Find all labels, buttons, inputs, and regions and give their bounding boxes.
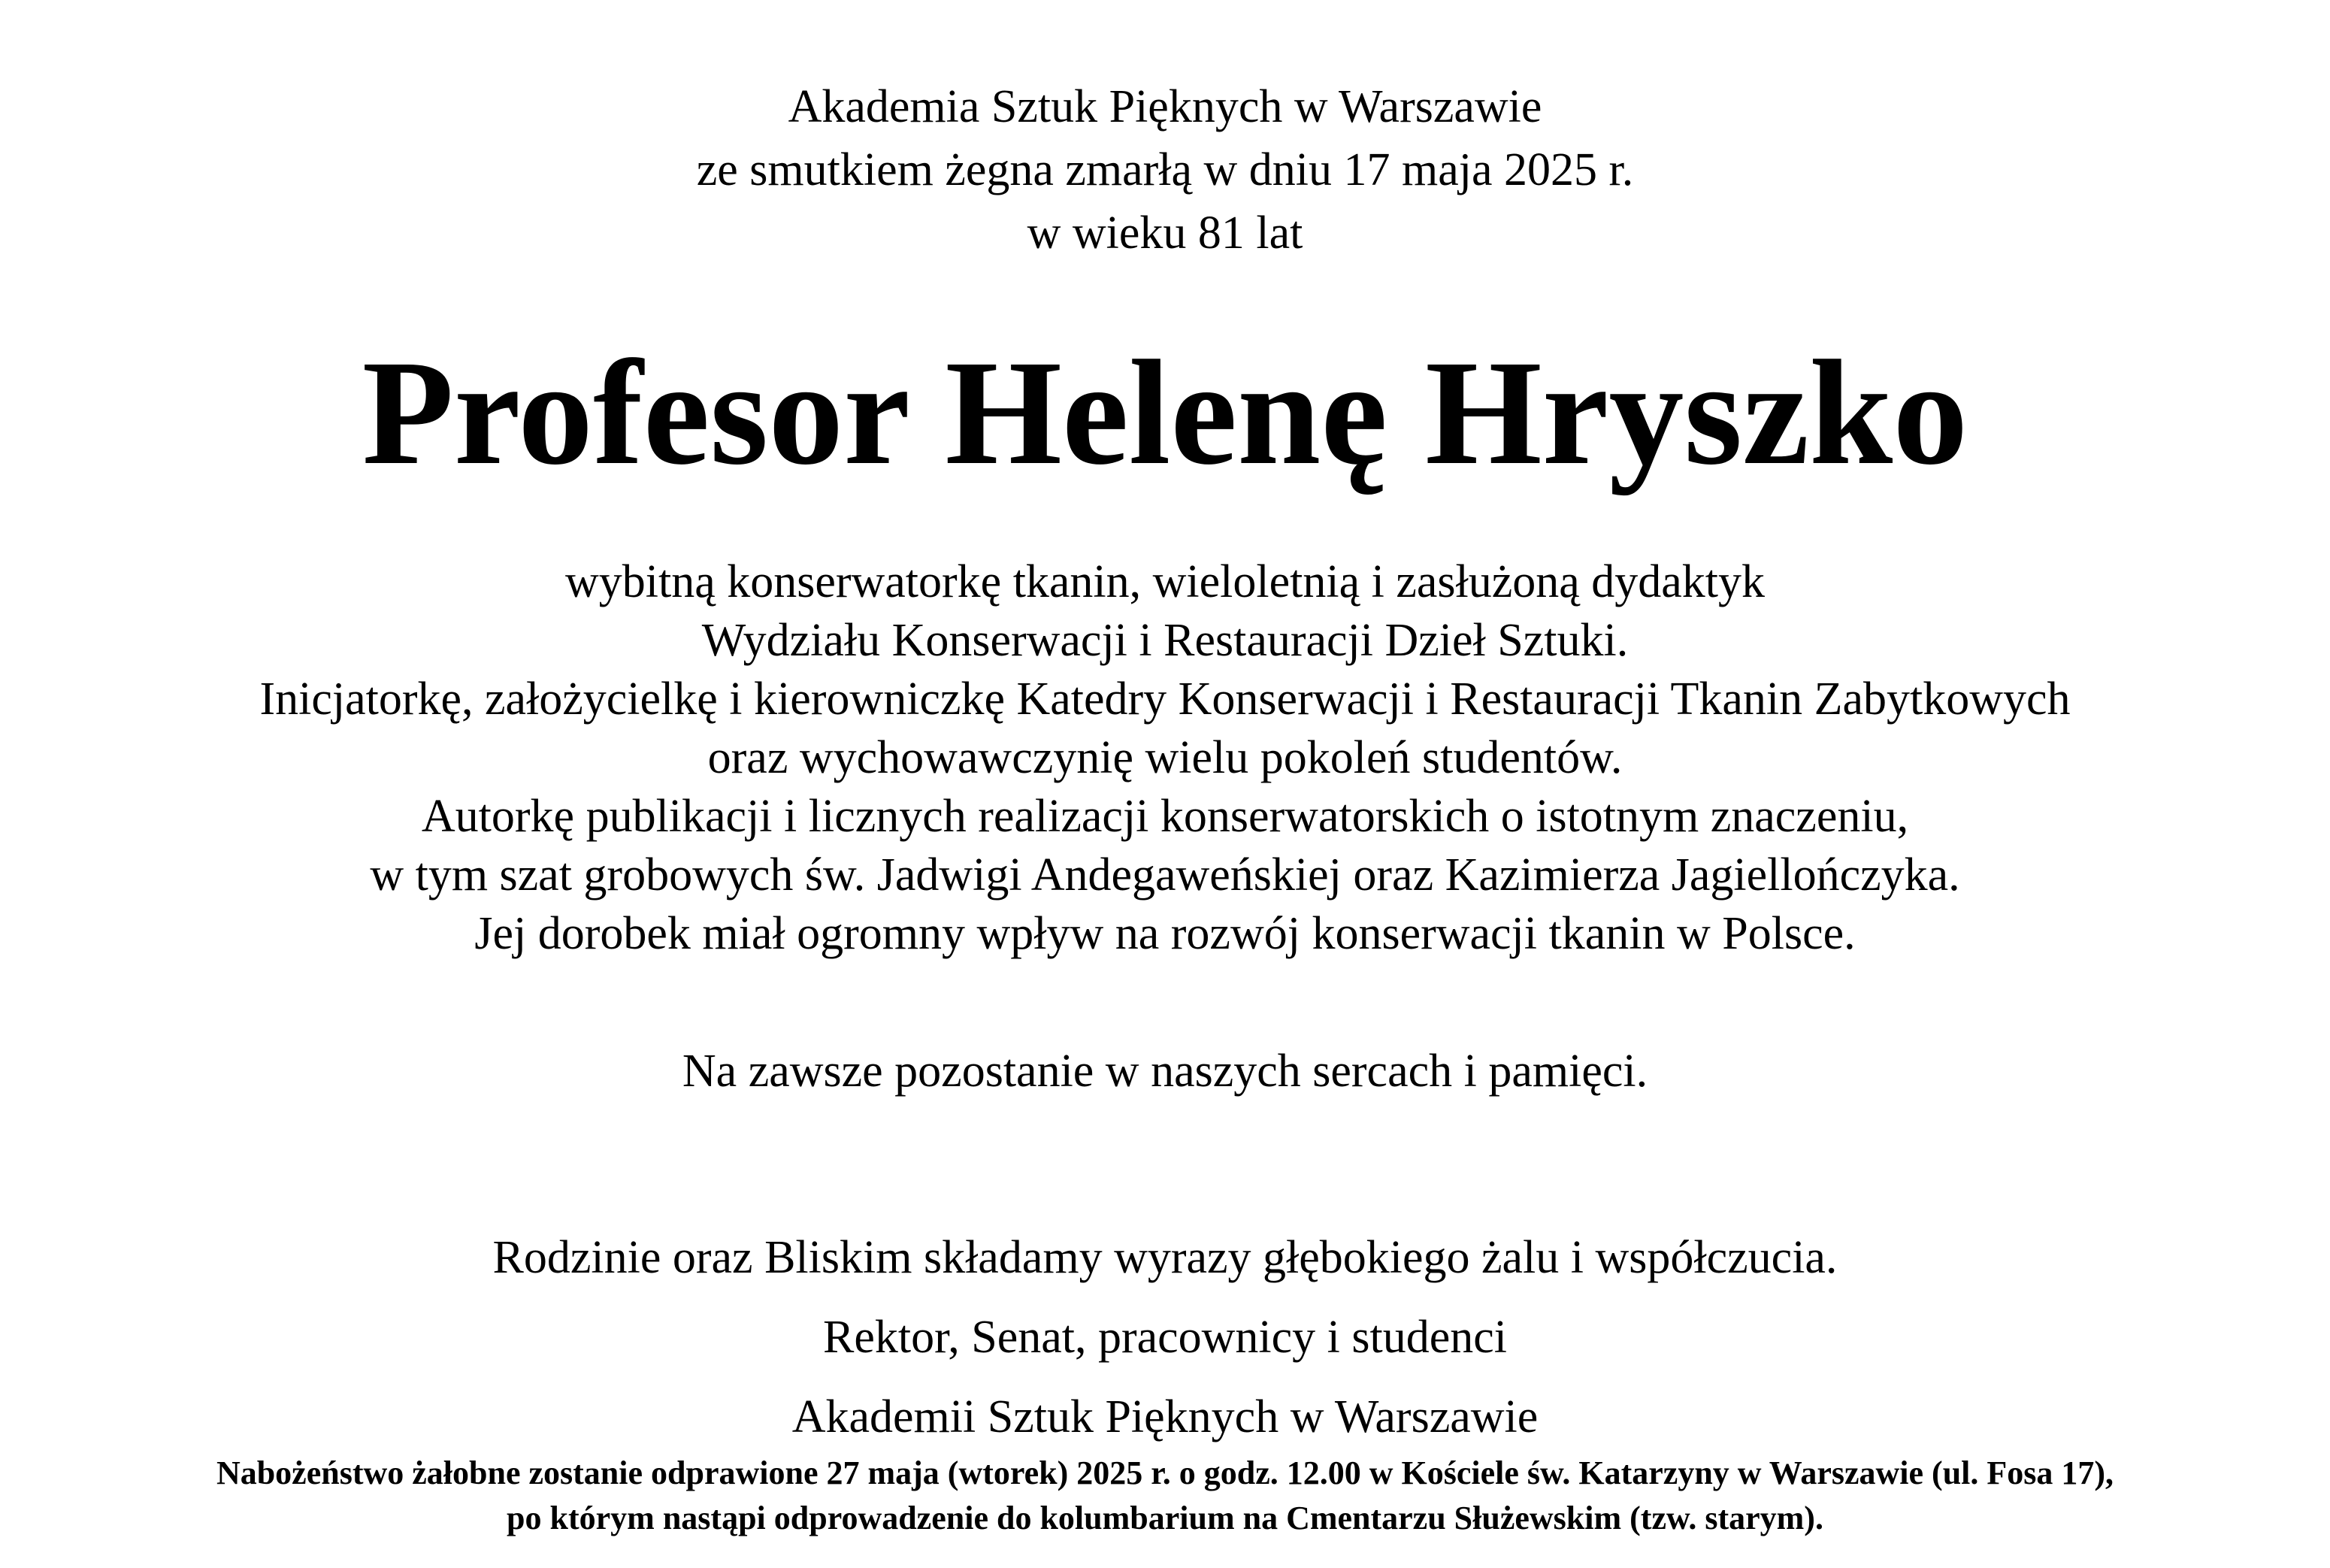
announcement-header [0, 75, 2330, 265]
condolence-line: Rodzinie oraz Bliskim składamy wyrazy głębokiego żalu i współczucia. [492, 1232, 1838, 1283]
biography-line: Autorkę publikacji i licznych realizacji konserwatorskich o istotnym znaczeniu, [421, 791, 1909, 842]
biography-line: wybitną konserwatorkę tkanin, wieloletnią i zasłużoną dydaktyk [564, 556, 1766, 607]
signatory-institution-line: Akademii Sztuk Pięknych w Warszawie [791, 1391, 1539, 1442]
death-date-line: ze smutkiem żegna zmarłą w dniu 17 maja 2025 r. [696, 144, 1634, 195]
age-line: w wieku 81 lat [1027, 207, 1303, 259]
service-line: Nabożeństwo żałobne zostanie odprawione 27 maja (wtorek) 2025 r. o godz. 12.00 w Kościele św. Katarzyny w Warszawie (ul. Fosa 17), [216, 1454, 2114, 1491]
remembrance-line: Na zawsze pozostanie w naszych sercach i pamięci. [682, 1046, 1648, 1097]
deceased-name: Profesor Helenę Hryszko [362, 330, 1968, 496]
biography-line: Inicjatorkę, założycielkę i kierowniczkę Katedry Konserwacji i Restauracji Tkanin Zabytkowych [259, 674, 2071, 725]
institution-line: Akademia Sztuk Pięknych w Warszawie [788, 81, 1542, 132]
biography-line: Jej dorobek miał ogromny wpływ na rozwój konserwacji tkanin w Polsce. [474, 908, 1856, 959]
condolences [0, 1218, 2330, 1457]
service-line: po którym nastąpi odprowadzenie do kolumbarium na Cmentarzu Służewskim (tzw. starym). [507, 1500, 1823, 1536]
biography-line: Wydziału Konserwacji i Restauracji Dzieł Sztuki. [701, 615, 1629, 666]
signatories-line: Rektor, Senat, pracownicy i studenci [822, 1312, 1508, 1363]
biography-line: oraz wychowawczynię wielu pokoleń studentów. [707, 732, 1623, 783]
biography [0, 552, 2330, 963]
funeral-service-info [0, 1451, 2330, 1541]
biography-line: w tym szat grobowych św. Jadwigi Andegaweńskiej oraz Kazimierza Jagiellończyka. [370, 849, 1960, 901]
